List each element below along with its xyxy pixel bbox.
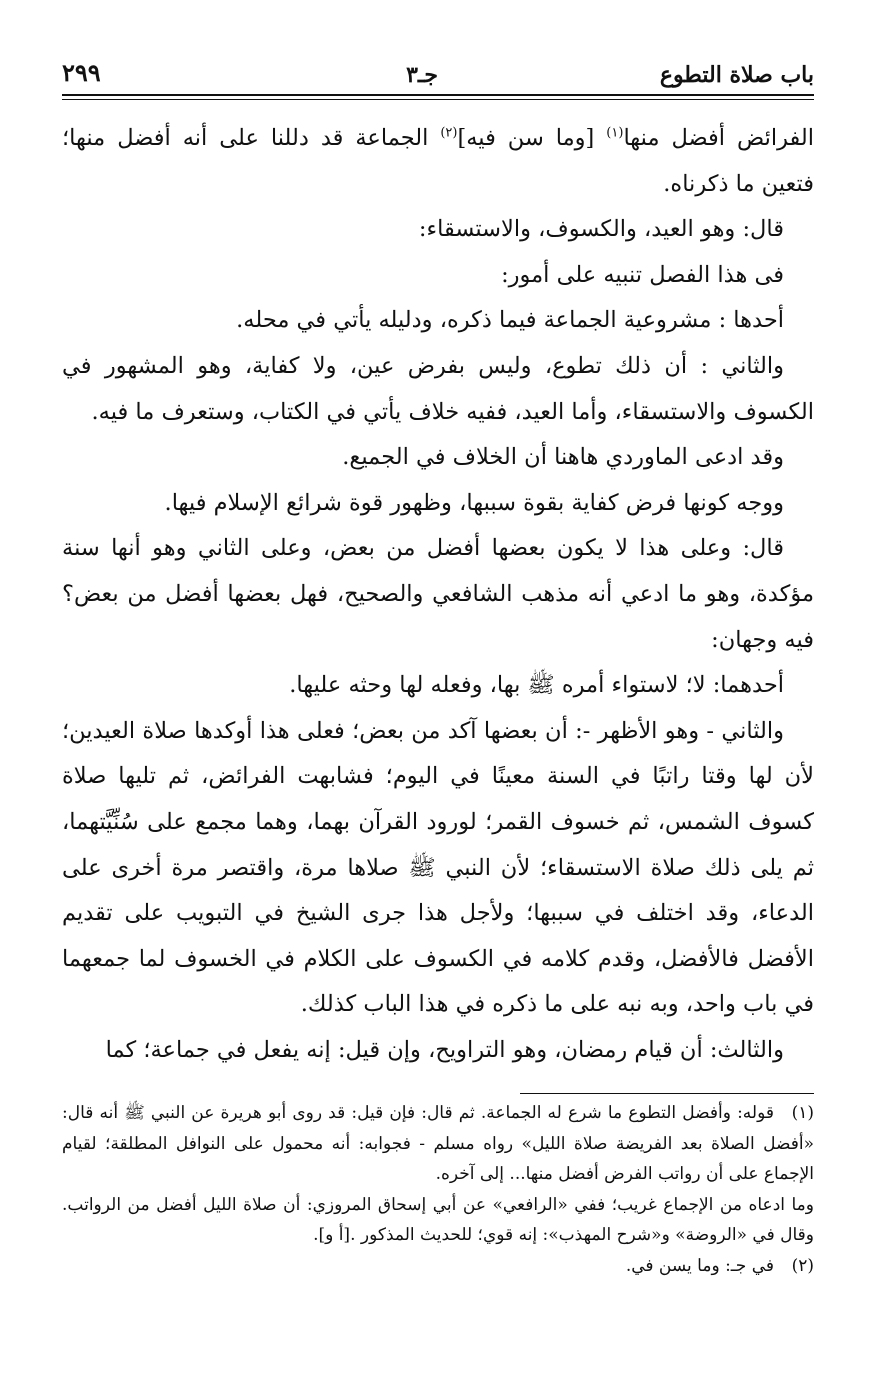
- paragraph-1: الفرائض أفضل منها$^{(١)}$ [وما سن فيه]$^{(٢)}$ الجماعة قد دللنا على أنه أفضل منها؛ فتعين ما ذكرناه.: [62, 125, 814, 197]
- footnote-ref-1: (١): [606, 125, 624, 141]
- footnote-ref-2: (٢): [440, 125, 458, 141]
- footnote-2-number: (٢): [791, 1255, 814, 1276]
- footnote-rule: [520, 1093, 814, 1094]
- footnote-2-text: في جـ: وما يسن في.: [625, 1255, 774, 1276]
- paragraph-5: والثاني : أن ذلك تطوع، وليس بفرض عين، ولا كفاية، وهو المشهور في الكسوف والاستسقاء، وأما العيد، ففيه خلاف يأتي في الكتاب، وستعرف ما فيه.: [62, 352, 814, 425]
- paragraph-4: أحدها : مشروعية الجماعة فيما ذكره، ودليله يأتي في محله.: [236, 307, 784, 334]
- footnote-1-continued: وما ادعاه من الإجماع غريب؛ ففي «الرافعي» عن أبي إسحاق المروزي: أن صلاة الليل أفضل من الرواتب. وقال في «الروضة» و«شرح المهذب»: إنه قوي؛ للحديث المذكور .[أ و].: [62, 1194, 814, 1245]
- paragraph-11: والثالث: أن قيام رمضان، وهو التراويح، وإن قيل: إنه يفعل في جماعة؛ كما: [105, 1036, 784, 1063]
- footnote-1-text: قوله: وأفضل التطوع ما شرع له الجماعة. ثم قال: فإن قيل: قد روى أبو هريرة عن النبي ﷺ أنه قال: «أفضل الصلاة بعد الفريضة صلاة الليل» رواه مسلم - فجوابه: أنه محمول على النوافل المطلقة؛ لقيام الإجماع على أن رواتب الفرض أفضل منها... إلى آخره.: [62, 1103, 814, 1184]
- header-rule-thick: [62, 94, 814, 96]
- footnote-1-number: (١): [791, 1103, 814, 1123]
- main-text: [62, 116, 814, 1073]
- running-header: [62, 58, 814, 94]
- paragraph-6: وقد ادعى الماوردي هاهنا أن الخلاف في الجميع.: [342, 444, 784, 471]
- paragraph-7: ووجه كونها فرض كفاية بقوة سببها، وظهور قوة شرائع الإسلام فيها.: [164, 489, 784, 516]
- footnotes: [62, 1098, 814, 1281]
- chapter-title: باب صلاة التطوع: [659, 62, 814, 88]
- paragraph-10: والثاني - وهو الأظهر -: أن بعضها آكد من بعض؛ فعلى هذا أوكدها صلاة العيدين؛ لأن لها وقتا راتبًا في السنة معينًا في اليوم؛ فشابهت الفرائض، ثم تليها صلاة كسوف الشمس، ثم خسوف القمر؛ لورود القرآن بهما، وهما مجمع على سُنِّيَّتهما، ثم يلى ذلك صلاة الاستسقاء؛ لأن النبي ﷺ صلاها مرة، واقتصر مرة أخرى على الدعاء، وقد اختلف في سببها؛ ولأجل هذا جرى الشيخ في التبويب على تقديم الأفضل فالأفضل، وقدم كلامه في الكسوف على الكلام في الخسوف لما جمعهما في باب واحد، وبه نبه على ما ذكره في هذا الباب كذلك.: [62, 717, 814, 1018]
- footnote-1: [62, 1098, 814, 1190]
- footnote-2: [62, 1251, 814, 1282]
- paragraph-2: قال: وهو العيد، والكسوف، والاستسقاء:: [418, 216, 784, 243]
- header-rule-thin: [62, 99, 814, 100]
- volume-label: جـ٣: [406, 62, 438, 88]
- paragraph-9: أحدهما: لا؛ لاستواء أمره ﷺ بها، وفعله لها وحثه عليها.: [289, 672, 784, 699]
- paragraph-3: فى هذا الفصل تنبيه على أمور:: [501, 261, 784, 288]
- page-number: ٢٩٩: [62, 58, 101, 87]
- paragraph-8: قال: وعلى هذا لا يكون بعضها أفضل من بعض، وعلى الثاني وهو أنها سنة مؤكدة، وهو ما ادعي أنه مذهب الشافعي والصحيح، فهل بعضها أفضل من بعض؟ فيه وجهان:: [62, 535, 814, 653]
